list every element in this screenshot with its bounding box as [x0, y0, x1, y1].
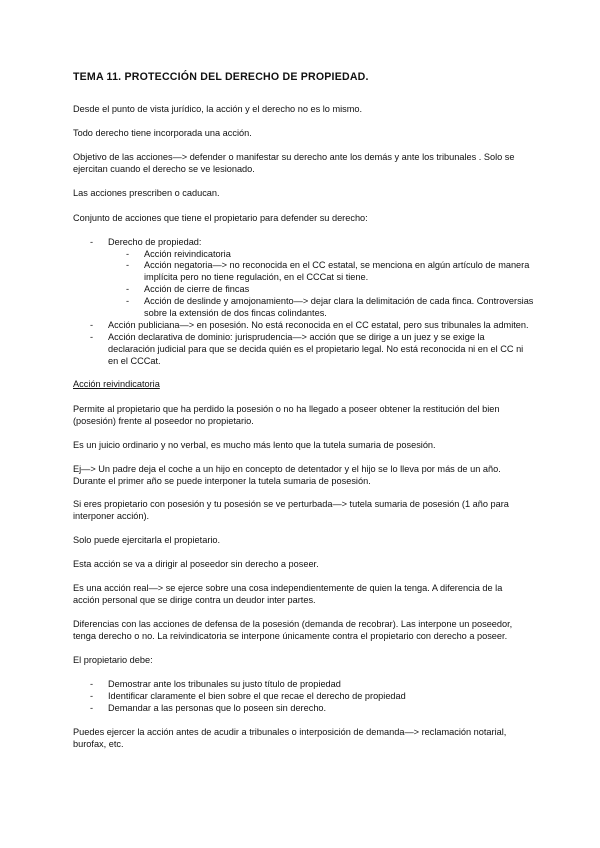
list-dash: - — [90, 320, 94, 330]
duty-item-demandar: Demandar a las personas que lo poseen sin derecho. — [108, 703, 327, 713]
paragraph-7: Es un juicio ordinario y no verbal, es mucho más lento que la tutela sumaria de posesión. — [73, 440, 436, 450]
paragraph-6: Permite al propietario que ha perdido la posesión o no ha llegado a poseer obtener la restitución del bien (posesión) frente al poseedor no propietario. — [73, 404, 500, 426]
sublist-dash: - — [126, 284, 130, 294]
paragraph-15: Puedes ejercer la acción antes de acudir a tribunales o interposición de demanda—> reclamación notarial, burofax, etc. — [73, 727, 507, 749]
section-heading-reivindicatoria: Acción reivindicatoria — [73, 379, 160, 389]
paragraph-1: Desde el punto de vista jurídico, la acción y el derecho no es lo mismo. — [73, 104, 363, 114]
sublist-dash: - — [126, 249, 130, 259]
paragraph-14: El propietario debe: — [73, 655, 153, 665]
paragraph-9: Si eres propietario con posesión y tu posesión se ve perturbada—> tutela sumaria de posesión (1 año para interponer acción). — [73, 499, 509, 521]
list-item-declarativa-dominio: Acción declarativa de dominio: jurisprudencia—> acción que se dirige a un juez y se exige la declaración judicial para que se decida quién es el propietario legal. No está reconocida ni en el CC ni en el CCCat. — [108, 332, 524, 366]
document-title: TEMA 11. PROTECCIÓN DEL DERECHO DE PROPIEDAD. — [73, 71, 369, 83]
list-dash: - — [90, 691, 94, 701]
paragraph-4: Las acciones prescriben o caducan. — [73, 188, 220, 198]
paragraph-10: Solo puede ejercitarla el propietario. — [73, 535, 221, 545]
list-dash: - — [90, 703, 94, 713]
paragraph-2: Todo derecho tiene incorporada una acción. — [73, 128, 252, 138]
list-item-publiciana: Acción publiciana—> en posesión. No está reconocida en el CC estatal, pero sus tribunales la admiten. — [108, 320, 529, 330]
paragraph-12: Es una acción real—> se ejerce sobre una cosa independientemente de quien la tenga. A diferencia de la acción personal que se dirige contra un deudor inter partes. — [73, 583, 503, 605]
list-item-derecho-propiedad: Derecho de propiedad: — [108, 237, 202, 247]
paragraph-8: Ej—> Un padre deja el coche a un hijo en concepto de detentador y el hijo se lo lleva por más de un año. Durante el primer año se puede interponer la tutela sumaria de posesión. — [73, 464, 501, 486]
duty-item-identificar: Identificar claramente el bien sobre el que recae el derecho de propiedad — [108, 691, 406, 701]
list-dash: - — [90, 332, 94, 342]
paragraph-3: Objetivo de las acciones—> defender o manifestar su derecho ante los demás y ante los tribunales . Solo se ejercitan cuando el derecho se ve lesionado. — [73, 152, 515, 174]
duty-item-demostrar: Demostrar ante los tribunales su justo título de propiedad — [108, 679, 341, 689]
sublist-item-cierre-fincas: Acción de cierre de fincas — [144, 284, 250, 294]
paragraph-5: Conjunto de acciones que tiene el propietario para defender su derecho: — [73, 213, 368, 223]
paragraph-13: Diferencias con las acciones de defensa de la posesión (demanda de recobrar). Las interpone un poseedor, tenga derecho o no. La reivindicatoria se interpone únicamente contra el propietario con derecho a poseer. — [73, 619, 513, 641]
paragraph-11: Esta acción se va a dirigir al poseedor sin derecho a poseer. — [73, 559, 319, 569]
sublist-item-reivindicatoria: Acción reivindicatoria — [144, 249, 231, 259]
sublist-item-deslinde: Acción de deslinde y amojonamiento—> dejar clara la delimitación de cada finca. Controversias sobre la extensión de dos fincas colindantes. — [144, 296, 534, 318]
sublist-dash: - — [126, 260, 130, 270]
list-dash: - — [90, 679, 94, 689]
sublist-item-negatoria: Acción negatoria—> no reconocida en el CC estatal, se menciona en algún artículo de manera implícita pero no tiene regulación, en el CCCat si tiene. — [144, 260, 530, 282]
list-dash: - — [90, 237, 94, 247]
sublist-dash: - — [126, 296, 130, 306]
